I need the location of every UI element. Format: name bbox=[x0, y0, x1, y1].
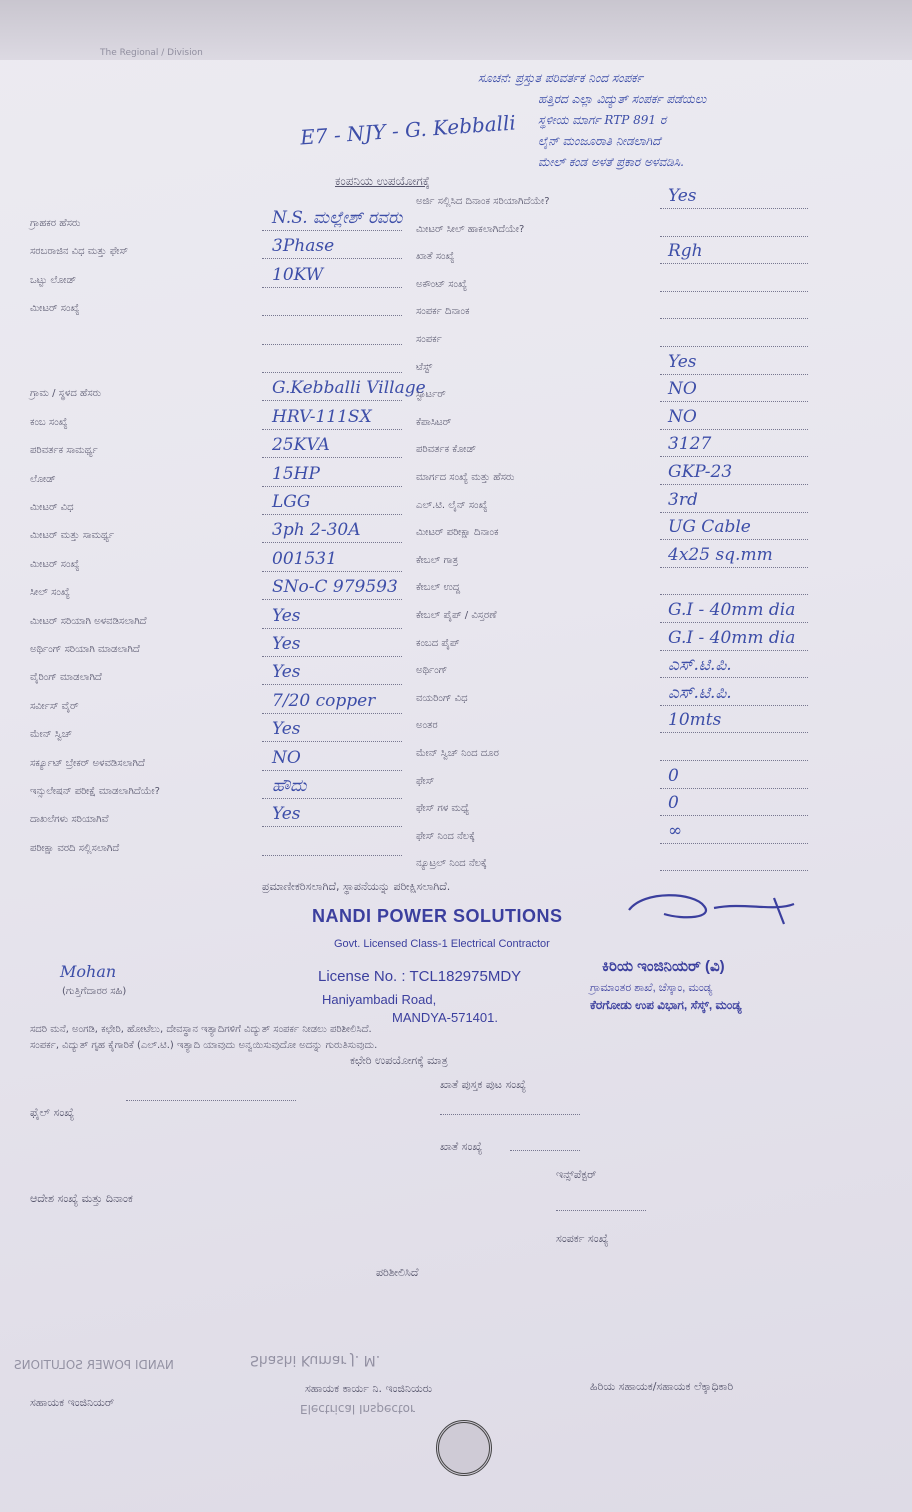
field-label: ಮೇನ್ ಸ್ವಿಚ್ ನಿಂದ ದೂರ bbox=[416, 748, 499, 759]
field-value: Yes bbox=[272, 606, 301, 626]
field-line bbox=[660, 650, 808, 651]
field-label: ಕೇಬಲ್ ಗಾತ್ರ bbox=[416, 555, 459, 566]
field-value: GKP-23 bbox=[668, 462, 733, 482]
field-line bbox=[660, 236, 808, 237]
field-label: ಅರ್ಥಿಂಗ್ bbox=[416, 665, 448, 676]
inspector-line bbox=[556, 1210, 646, 1211]
field-line bbox=[660, 346, 808, 347]
field-value: LGG bbox=[272, 492, 311, 512]
field-label: ಎಲ್.ಟಿ. ಲೈನ್ ಸಂಖ್ಯೆ bbox=[416, 500, 488, 511]
field-label: ಖಾತೆ ಸಂಖ್ಯೆ bbox=[416, 251, 455, 262]
field-line bbox=[262, 855, 402, 856]
field-label: ಪರಿವರ್ತಕ ಕೋಡ್ bbox=[416, 444, 477, 455]
field-value: ∞ bbox=[668, 821, 683, 841]
field-line bbox=[660, 677, 808, 678]
field-value: 7/20 copper bbox=[272, 691, 376, 711]
field-label: ಪರಿವರ್ತಕ ಸಾಮರ್ಥ್ಯ bbox=[30, 445, 98, 456]
file-no-line bbox=[126, 1100, 296, 1101]
account-no-label: ಖಾತೆ ಸಂಖ್ಯೆ bbox=[440, 1140, 483, 1153]
field-line bbox=[262, 542, 402, 543]
field-label: ಮೀಟರ್ ಸರಿಯಾಗಿ ಅಳವಡಿಸಲಾಗಿದೆ bbox=[30, 616, 147, 627]
field-label: ಕಂಬದ ಪೈಪ್ bbox=[416, 638, 460, 649]
field-label: ಮೀಟರ್ ವಿಧ bbox=[30, 502, 74, 513]
field-label: ಸಂಪರ್ಕ bbox=[416, 334, 442, 345]
field-label: ಮೀಟರ್ ಸಂಖ್ಯೆ bbox=[30, 559, 80, 570]
field-line bbox=[660, 429, 808, 430]
field-line bbox=[262, 656, 402, 657]
field-line bbox=[262, 741, 402, 742]
field-value: 4x25 sq.mm bbox=[668, 545, 773, 565]
field-line bbox=[660, 456, 808, 457]
field-value: SNo-C 979593 bbox=[272, 577, 398, 597]
field-line bbox=[262, 400, 402, 401]
field-line bbox=[262, 628, 402, 629]
field-value: UG Cable bbox=[668, 517, 751, 537]
field-line bbox=[262, 287, 402, 288]
field-label: ಸರಬರಾಜಿನ ವಿಧ ಮತ್ತು ಫೇಸ್ bbox=[30, 246, 128, 257]
field-line bbox=[660, 374, 808, 375]
field-line bbox=[262, 258, 402, 259]
checked-label: ಪರಿಶೀಲಿಸಿದೆ bbox=[376, 1266, 419, 1279]
field-value: 25KVA bbox=[272, 435, 330, 455]
inspector-label: ಇನ್ಸ್‌ಪೆಕ್ಟರ್ bbox=[556, 1168, 597, 1181]
field-label: ಸರ್ವೀಸ್ ವೈರ್ bbox=[30, 701, 79, 712]
field-line bbox=[660, 732, 808, 733]
ledger-line bbox=[440, 1114, 580, 1115]
field-label: ಕಂಬ ಸಂಖ್ಯೆ bbox=[30, 417, 68, 428]
field-label: ವೈರಿಂಗ್ ಮಾಡಲಾಗಿದೆ bbox=[30, 672, 102, 683]
field-line bbox=[262, 315, 402, 316]
contractor-signature-label: (ಗುತ್ತಿಗೆದಾರರ ಸಹಿ) bbox=[62, 986, 127, 997]
field-label: ಅಂತರ bbox=[416, 720, 438, 731]
field-label: ಮೀಟರ್ ಪರೀಕ್ಷಾ ದಿನಾಂಕ bbox=[416, 527, 499, 538]
field-value: G.I - 40mm dia bbox=[668, 628, 796, 648]
note-line: ಸ್ಥಳೀಯ ಮಾರ್ಗ RTP 891 ರ bbox=[538, 113, 667, 127]
field-value: NO bbox=[668, 379, 697, 399]
file-no-label: ಫೈಲ್ ಸಂಖ್ಯೆ bbox=[30, 1106, 75, 1119]
account-no-line bbox=[510, 1150, 580, 1151]
connection-no-label: ಸಂಪರ್ಕ ಸಂಖ್ಯೆ bbox=[556, 1232, 609, 1245]
field-value: Yes bbox=[272, 719, 301, 739]
field-line bbox=[262, 429, 402, 430]
field-line bbox=[660, 318, 808, 319]
field-label: ಲೋಡ್ bbox=[30, 474, 56, 485]
note-text: ಸಂಪರ್ಕ, ವಿದ್ಯುತ್ ಗೃಹ ಕೈಗಾರಿಕೆ (ಎಲ್.ಟಿ.) ಇತ್ಯಾದಿ ಯಾವುದು ಅನ್ವಯಿಸುವುದೋ ಅದನ್ನು ಗುರುತಿಸುವುದು. bbox=[30, 1040, 378, 1051]
field-value: 10KW bbox=[272, 265, 324, 285]
field-value: G.I - 40mm dia bbox=[668, 600, 796, 620]
field-line bbox=[262, 372, 402, 373]
field-value: Yes bbox=[272, 634, 301, 654]
field-line bbox=[660, 815, 808, 816]
field-label: ಇನ್ಸುಲೇಷನ್ ಪರೀಕ್ಷೆ ಮಾಡಲಾಗಿದೆಯೇ? bbox=[30, 786, 160, 797]
field-label: ಅಕೌಂಟ್ ಸಂಖ್ಯೆ bbox=[416, 279, 468, 290]
field-line bbox=[660, 870, 808, 871]
field-line bbox=[262, 571, 402, 572]
contractor-signature: Mohan bbox=[60, 962, 117, 981]
field-label: ಮೀಟರ್ ಮತ್ತು ಸಾಮರ್ಥ್ಯ bbox=[30, 530, 115, 541]
contractor-stamp-name: NANDI POWER SOLUTIONS bbox=[312, 906, 563, 926]
field-line bbox=[660, 208, 808, 209]
contractor-license: License No. : TCL182975MDY bbox=[318, 968, 522, 985]
field-line bbox=[660, 594, 808, 595]
field-label: ನ್ಯೂಟ್ರಲ್ ನಿಂದ ನೆಲಕ್ಕೆ bbox=[416, 858, 487, 869]
field-label: ಸೀಲ್ ಸಂಖ್ಯೆ bbox=[30, 587, 70, 598]
field-value: NO bbox=[668, 407, 697, 427]
field-label: ಅರ್ಥಿಂಗ್ ಸರಿಯಾಗಿ ಮಾಡಲಾಗಿದೆ bbox=[30, 644, 140, 655]
field-value: 3rd bbox=[668, 490, 698, 510]
engineer-stamp-line: ಗ್ರಾಮಾಂತರ ಶಾಖೆ, ಚೆಸ್ಕಾಂ, ಮಂಡ್ಯ bbox=[590, 982, 713, 994]
declaration-text: ಪ್ರಮಾಣೀಕರಿಸಲಾಗಿದೆ, ಸ್ಥಾಪನೆಯನ್ನು ಪರೀಕ್ಷಿಸಲಾಗಿದೆ. bbox=[262, 880, 451, 893]
engineer-stamp-title: ಕಿರಿಯ ಇಂಜಿನಿಯರ್ (ವಿ) bbox=[602, 958, 725, 975]
field-value: 001531 bbox=[272, 549, 337, 569]
field-line bbox=[660, 512, 808, 513]
footer-signatory-middle: ಸಹಾಯಕ ಕಾರ್ಯ ನಿ. ಇಂಜಿನಿಯರು bbox=[305, 1382, 433, 1395]
office-seal bbox=[436, 1420, 492, 1476]
field-value: Yes bbox=[668, 352, 697, 372]
field-line bbox=[660, 622, 808, 623]
field-label: ಮೇನ್ ಸ್ವಿಚ್ bbox=[30, 729, 72, 740]
note-text: ಸದರಿ ಮನೆ, ಅಂಗಡಿ, ಕಛೇರಿ, ಹೋಟೆಲು, ದೇವಸ್ಥಾನ ಇತ್ಯಾದಿಗಳಿಗೆ ವಿದ್ಯುತ್ ಸಂಪರ್ಕ ನೀಡಲು ಪರಿಶೀಲಿಸಿದೆ. bbox=[30, 1024, 372, 1035]
note-line: ಲೈನ್ ಮಂಜೂರಾತಿ ನೀಡಲಾಗಿದೆ bbox=[538, 134, 661, 148]
field-value: Rgh bbox=[668, 241, 703, 261]
engineer-stamp-line: ಕೆರಗೋಡು ಉಪ ವಿಭಾಗ, ಸೆಸ್ಕ್, ಮಂಡ್ಯ bbox=[590, 998, 742, 1012]
contractor-stamp-line: Govt. Licensed Class-1 Electrical Contractor bbox=[334, 938, 550, 950]
field-line bbox=[262, 230, 402, 231]
field-value: ಎಸ್.ಟಿ.ಪಿ. bbox=[668, 683, 732, 703]
field-label: ಸರ್ಕ್ಯೂಟ್ ಬ್ರೇಕರ್ ಅಳವಡಿಸಲಾಗಿದೆ bbox=[30, 758, 145, 769]
field-value: G.Kebballi Village bbox=[272, 378, 426, 398]
field-value: N.S. ಮಲ್ಲೇಶ್ ರವರು bbox=[272, 208, 403, 228]
ledger-page-label: ಖಾತೆ ಪುಸ್ತಕ ಪುಟ ಸಂಖ್ಯೆ bbox=[440, 1078, 527, 1091]
field-value: 10mts bbox=[668, 710, 722, 730]
contractor-address: Haniyambadi Road, bbox=[322, 992, 437, 1007]
field-label: ಸ್ಟಾರ್ಟರ್ bbox=[416, 389, 446, 400]
field-value: 3127 bbox=[668, 434, 712, 454]
field-value: ಎಸ್.ಟಿ.ಪಿ. bbox=[668, 655, 732, 675]
field-label: ಗ್ರಾಹಕರ ಹೆಸರು bbox=[30, 218, 81, 229]
field-label: ಟೆಸ್ಟ್ bbox=[416, 362, 433, 373]
field-label: ಮೀಟರ್ ಸೀಲ್ ಹಾಕಲಾಗಿದೆಯೇ? bbox=[416, 224, 525, 235]
ghost-text: Electrical Inspector bbox=[300, 1402, 415, 1416]
note-line: ಮೇಲ್ ಕಂಡ ಅಳತೆ ಪ್ರಕಾರ ಅಳವಡಿಸಿ. bbox=[538, 155, 684, 169]
field-line bbox=[660, 539, 808, 540]
field-label: ಗ್ರಾಮ / ಸ್ಥಳದ ಹೆಸರು bbox=[30, 388, 102, 399]
field-label: ಮೀಟರ್ ಸಂಖ್ಯೆ bbox=[30, 303, 80, 314]
ghost-text: NANDI POWER SOLUTIONS bbox=[14, 1358, 174, 1372]
note-line: ಹತ್ತಿರದ ಎಲ್ಲಾ ವಿದ್ಯುತ್ ಸಂಪರ್ಕ ಪಡೆಯಲು bbox=[538, 92, 707, 106]
order-label: ಆದೇಶ ಸಂಖ್ಯೆ ಮತ್ತು ದಿನಾಂಕ bbox=[30, 1192, 133, 1205]
field-line bbox=[262, 798, 402, 799]
field-label: ಫೇಸ್ ನಿಂದ ನೆಲಕ್ಕೆ bbox=[416, 831, 476, 842]
field-line bbox=[660, 788, 808, 789]
field-line bbox=[262, 514, 402, 515]
engineer-signature bbox=[624, 888, 814, 928]
field-value: 0 bbox=[668, 766, 679, 786]
field-line bbox=[262, 684, 402, 685]
field-line bbox=[660, 263, 808, 264]
footer-signatory-left: ಸಹಾಯಕ ಇಂಜಿನಿಯರ್ bbox=[30, 1396, 115, 1409]
field-value: 3ph 2-30A bbox=[272, 520, 361, 540]
field-line bbox=[660, 705, 808, 706]
field-label: ಮಾರ್ಗದ ಸಂಖ್ಯೆ ಮತ್ತು ಹೆಸರು bbox=[416, 472, 515, 483]
top-strip-text: The Regional / Division bbox=[100, 48, 203, 58]
field-line bbox=[660, 567, 808, 568]
field-line bbox=[262, 457, 402, 458]
field-value: Yes bbox=[272, 662, 301, 682]
field-label: ಕೇಬಲ್ ಪೈಪ್ / ವಿಸ್ತರಣೆ bbox=[416, 610, 497, 621]
reference-number: E7 - NJY - G. Kebballi bbox=[299, 110, 517, 150]
field-line bbox=[660, 484, 808, 485]
field-label: ವಯರಿಂಗ್ ವಿಧ bbox=[416, 693, 468, 704]
form-title: ಕಂಪನಿಯ ಉಪಯೋಗಕ್ಕೆ bbox=[335, 174, 430, 188]
field-label: ದಾಖಲೆಗಳು ಸರಿಯಾಗಿವೆ bbox=[30, 814, 109, 825]
office-use-title: ಕಛೇರಿ ಉಪಯೋಗಕ್ಕೆ ಮಾತ್ರ bbox=[350, 1054, 448, 1067]
field-value: HRV-111SX bbox=[272, 407, 372, 427]
ghost-text: Shashi Kumar J. M. bbox=[250, 1352, 381, 1368]
field-label: ಪರೀಕ್ಷಾ ವರದಿ ಸಲ್ಲಿಸಲಾಗಿದೆ bbox=[30, 843, 120, 854]
field-value: ಹೌದು bbox=[272, 776, 307, 796]
field-line bbox=[262, 599, 402, 600]
field-value: 15HP bbox=[272, 464, 320, 484]
field-label: ಒಟ್ಟು ಲೋಡ್ bbox=[30, 275, 77, 286]
field-line bbox=[660, 843, 808, 844]
field-label: ಫೇಸ್ ಗಳ ಮಧ್ಯೆ bbox=[416, 803, 470, 814]
field-label: ಕೇಬಲ್ ಉದ್ದ bbox=[416, 582, 461, 593]
field-value: Yes bbox=[668, 186, 697, 206]
field-label: ಅರ್ಜಿ ಸಲ್ಲಿಸಿದ ದಿನಾಂಕ ಸರಿಯಾಗಿದೆಯೇ? bbox=[416, 196, 550, 207]
field-line bbox=[262, 770, 402, 771]
footer-signatory-right: ಹಿರಿಯ ಸಹಾಯಕ/ಸಹಾಯಕ ಲೆಕ್ಕಾಧಿಕಾರಿ bbox=[590, 1380, 734, 1393]
field-line bbox=[262, 713, 402, 714]
field-line bbox=[262, 486, 402, 487]
note-line: ಸೂಚನೆ: ಪ್ರಸ್ತುತ ಪರಿವರ್ತಕ ನಿಂದ ಸಂಪರ್ಕ bbox=[478, 71, 643, 85]
field-value: NO bbox=[272, 748, 301, 768]
field-line bbox=[660, 401, 808, 402]
field-line bbox=[262, 826, 402, 827]
field-value: Yes bbox=[272, 804, 301, 824]
field-label: ಕೆಪಾಸಿಟರ್ bbox=[416, 417, 452, 428]
field-label: ಸಂಪರ್ಕ ದಿನಾಂಕ bbox=[416, 306, 470, 317]
contractor-city: MANDYA-571401. bbox=[392, 1010, 498, 1025]
field-label: ಫೇಸ್ bbox=[416, 776, 435, 787]
field-line bbox=[660, 760, 808, 761]
field-value: 0 bbox=[668, 793, 679, 813]
field-line bbox=[660, 291, 808, 292]
field-line bbox=[262, 344, 402, 345]
field-value: 3Phase bbox=[272, 236, 335, 256]
